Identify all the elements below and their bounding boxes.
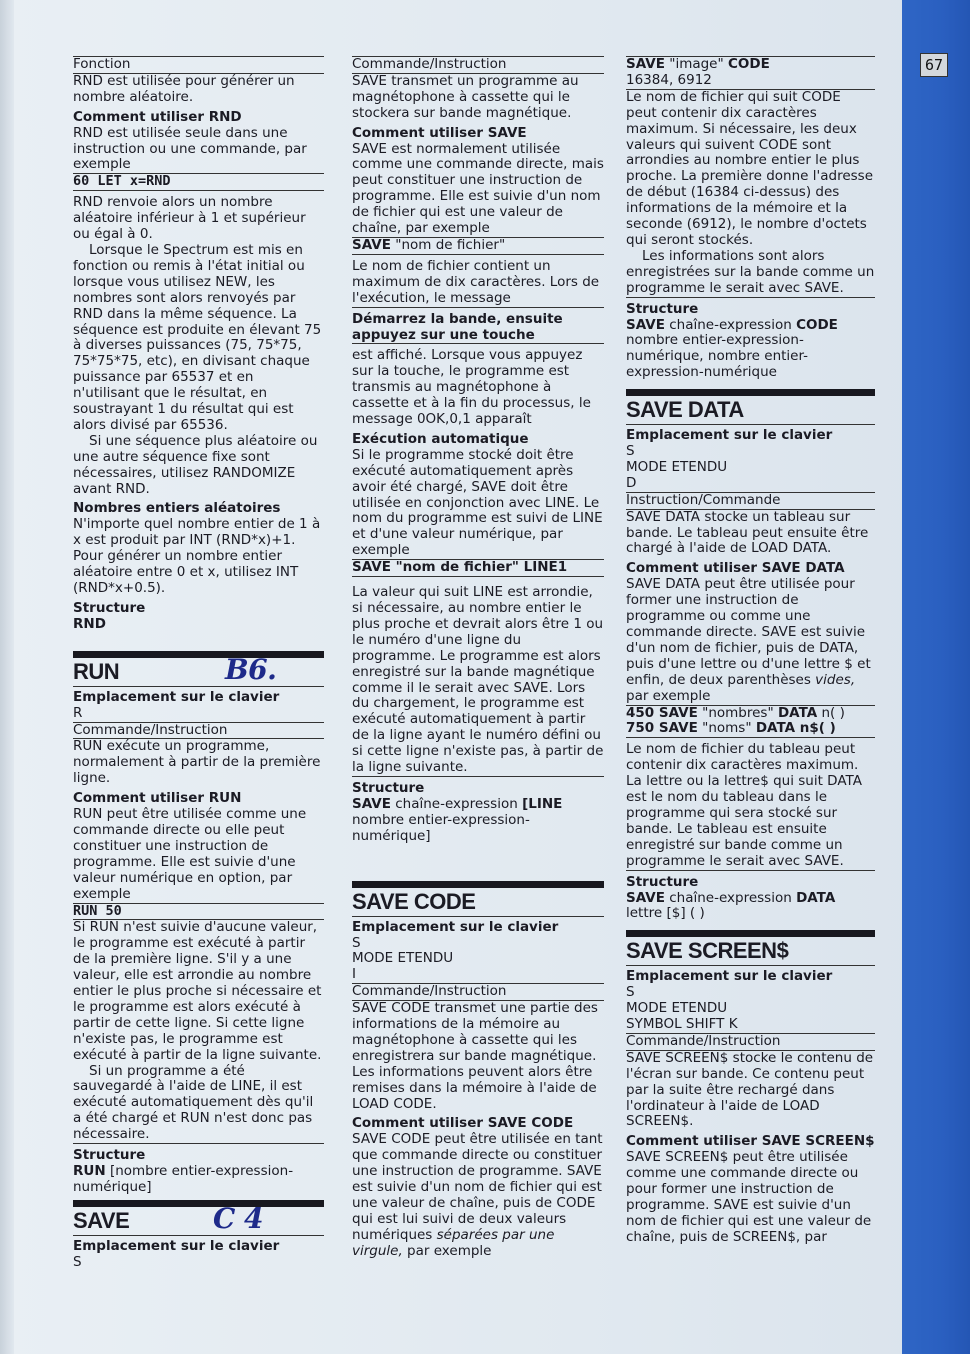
save-title-text: SAVE	[73, 1207, 130, 1233]
heading-random-integers: Nombres entiers aléatoires	[73, 500, 281, 517]
heading-comment-rnd: Comment utiliser RND	[73, 108, 242, 125]
save-data-key-3: D	[626, 474, 637, 491]
comment-save-text: SAVE est normalement utilisée comme une commande directe, mais peut constituer une instruction de programme. Elle est suivie d'un nom de fichier qui est une valeur de chaîne, par exemple	[352, 140, 604, 237]
heading-structure-save-data: Structure	[626, 873, 699, 890]
structure-run-value	[73, 1164, 324, 1196]
save-code-description: SAVE CODE transmet une partie des informations de la mémoire au magnétophone à cassette qui les enregistrera sur bande magnétique. Les informations peuvent alors être remises dans la mémoire à l'aide de LOAD CODE.	[352, 1000, 598, 1112]
heading-comment-run: Comment utiliser RUN	[73, 790, 242, 807]
code-450-number: 450	[626, 704, 659, 721]
section-title-run	[73, 652, 324, 687]
section-rule-save-data	[626, 389, 875, 396]
code-image-name: "image"	[664, 56, 728, 72]
data-filename-text: Le nom de fichier du tableau peut contenir dix caractères maximum. La lettre ou la lettre$ qui suit DATA est le nom du tableau dans le programme qui sera stocké sur bande. Le tableau est ensuite enregistré sur bande comme un programme le serait avec SAVE.	[626, 742, 875, 870]
save-screens-description: SAVE SCREEN$ stocke le contenu de l'écran sur bande. Ce contenu peut par la suite être rechargé dans l'ordinateur à l'aide de LOAD SCREEN$.	[626, 1049, 874, 1130]
save-code-key-3: I	[352, 966, 356, 983]
code-750-array: n$( )	[795, 720, 836, 737]
structure-save-data-kw2: DATA	[796, 889, 836, 906]
comment-save-data-main: SAVE DATA peut être utilisée pour former une instruction de programme ou comme une commande directe. SAVE est suivie d'un nom de fichier, puis de DATA, puis d'une lettre ou d'une lettre $ et enfin, de deux parenthèses	[626, 576, 871, 688]
page-number: 67	[920, 53, 948, 77]
column-3	[626, 56, 875, 1246]
filename-text: Le nom de fichier contient un maximum de dix caractères. Lors de l'exécution, le message	[352, 259, 604, 308]
structure-run-args: [nombre entier-expression-numérique]	[73, 1163, 294, 1195]
comment-save-screens-text: SAVE SCREEN$ peut être utilisée comme une commande directe ou pour former une instruction de programme. SAVE est suivie d'un nom de fichier qui est une valeur de chaîne, puis de SCREEN$, par	[626, 1149, 872, 1245]
run-key-value: R	[73, 704, 83, 721]
handwritten-note-run: B6.	[225, 652, 277, 686]
code-save-keyword: SAVE	[352, 236, 391, 253]
comment-save-data-end: par exemple	[626, 687, 711, 704]
structure-save-value	[352, 797, 604, 813]
caption-instr-cmd-save-data: Instruction/Commande	[626, 492, 875, 510]
comment-save-code-main: SAVE CODE peut être utilisée en tant que commande directe ou constituer une instruction de programme. SAVE est suivie d'un nom de fichier qui est une valeur de chaîne, puis de CODE qui est lui suivi de deux valeurs numériques	[352, 1131, 603, 1243]
save-screens-key-3: SYMBOL SHIFT K	[626, 1016, 738, 1033]
fonction-text: RND est utilisée pour générer un nombre aléatoire.	[73, 72, 295, 105]
save-data-key-1: S	[626, 443, 635, 460]
displayed-text: est affiché. Lorsque vous appuyez sur la touche, le programme est transmis au magnétophone à cassette et à la fin du processus, le message 0OK,0,1 apparaît	[352, 347, 591, 428]
code-image-keyword: SAVE	[626, 56, 665, 72]
heading-structure-run: Structure	[73, 1147, 146, 1164]
structure-save-code-value	[626, 318, 875, 334]
section-title-save-screens: SAVE SCREEN$	[626, 937, 875, 966]
structure-save-data-mid: chaîne-expression	[664, 889, 797, 906]
save-key-value: S	[73, 1253, 82, 1270]
save-screens-key-1: S	[626, 984, 635, 1001]
column-1	[73, 56, 324, 1271]
code-line-keyword: SAVE	[352, 559, 391, 576]
heading-comment-save-data: Comment utiliser SAVE DATA	[626, 560, 845, 577]
structure-save-line-kw: [LINE	[522, 795, 563, 812]
section-rule-save-screens	[626, 930, 875, 937]
caption-fonction: Fonction	[73, 56, 324, 74]
code-image-numbers: 16384, 6912	[626, 73, 875, 90]
caption-cmd-instr-save-screens: Commande/Instruction	[626, 1033, 875, 1051]
code-450-keyword: SAVE	[658, 704, 698, 721]
section-title-save	[73, 1201, 324, 1236]
code-750-data-kw: DATA	[755, 720, 796, 737]
structure-save-data-value	[626, 891, 875, 907]
save-screens-key-2: MODE ETENDU	[626, 1000, 728, 1017]
structure-save-code-kw2: CODE	[796, 316, 838, 333]
caption-cmd-instr-run: Commande/Instruction	[73, 722, 324, 740]
structure-save-args: nombre entier-expression-numérique]	[352, 811, 530, 844]
message-start-tape: Démarrez la bande, ensuite appuyez sur une touche	[352, 312, 604, 345]
code-example-save-image	[626, 56, 875, 73]
comment-save-data-italic: vides,	[815, 671, 856, 688]
save-code-key-2: MODE ETENDU	[352, 950, 454, 967]
run-title-text: RUN	[73, 658, 120, 684]
auto-exec-text: Si le programme stocké doit être exécuté automatiquement après avoir été chargé, SAVE doit être utilisée en conjonction avec LINE. Le nom du programme est suivi de LINE et d'une valeur numérique, par exemple	[352, 446, 603, 559]
line-details-text: La valeur qui suit LINE est arrondie, si nécessaire, au nombre entier le plus proche et devrait alors être 1 ou le numéro d'une ligne du programme. Le programme est alors enregistré sur la bande magnétique comme il le serait avec SAVE. Lors du chargement, le programme est exécuté automatiquement à partir de la ligne ayant le numéro défini ou si cette ligne n'existe pas, à partir de la ligne suivante.	[352, 584, 604, 776]
section-rule-save	[73, 1200, 324, 1207]
code-450-data-kw: DATA	[777, 704, 818, 721]
code-450-name: "nombres"	[697, 704, 778, 721]
handwritten-note-save: C 4	[213, 1201, 264, 1235]
section-title-save-data: SAVE DATA	[626, 396, 875, 425]
heading-key-location-save-code: Emplacement sur le clavier	[352, 918, 559, 935]
random-integers-text: N'importe quel nombre entier de 1 à x est produit par INT (RND*x)+1. Pour générer un nombre entier aléatoire entre 0 et x, utilisez INT (RND*x+0.5).	[73, 516, 321, 596]
spectrum-paragraph: Lorsque le Spectrum est mis en fonction ou remis à l'état initial ou lorsque vous utilisez NEW, les nombres sont alors renvoyés par RND dans la même séquence. La séquence est produite en élevant 75 à diverses puissances (75, 75*75, 75*75*75, etc), en divisant chaque puissance par 65537 et en n'utilisant que le résultat, en soustrayant 1 du résultat qui est alors divisé par 65536.	[73, 241, 322, 433]
structure-save-code-mid: chaîne-expression	[664, 316, 797, 333]
heading-comment-save-screens: Comment utiliser SAVE SCREEN$	[626, 1133, 875, 1150]
code-750-keyword: SAVE	[658, 720, 698, 737]
comment-save-code-text	[352, 1132, 604, 1259]
code-example-save	[352, 237, 604, 255]
save-data-key-2: MODE ETENDU	[626, 458, 728, 475]
code-example-let: 60 LET x=RND	[73, 173, 324, 191]
rnd-returns-text: RND renvoie alors un nombre aléatoire inférieur à 1 et supérieur ou égal à 0.	[73, 194, 306, 243]
heading-structure-save: Structure	[352, 779, 425, 796]
code-image-code-kw: CODE	[728, 56, 770, 72]
comment-save-code-italic: séparées par une virgule,	[352, 1226, 555, 1259]
column-2	[352, 56, 604, 1260]
comment-save-data-text	[626, 577, 875, 704]
run-line-text: Si un programme a été sauvegardé à l'aide de LINE, il est exécuté automatiquement dès qu'il a été chargé et RUN n'est donc pas nécessaire.	[73, 1064, 324, 1145]
code-example-save-line	[352, 559, 604, 577]
code-example-run: RUN 50	[73, 903, 324, 921]
caption-cmd-instr-save-code: Commande/Instruction	[352, 983, 604, 1001]
save-data-description: SAVE DATA stocke un tableau sur bande. Le tableau peut ensuite être chargé à l'aide de LOAD DATA.	[626, 508, 869, 557]
structure-rnd-value: RND	[73, 615, 106, 632]
run-details-text: Si RUN n'est suivie d'aucune valeur, le programme est exécuté à partir de la première ligne. S'il y a une valeur, elle est arrondie au nombre entier le plus proche si nécessaire et le programme est alors exécuté à partir de cette ligne. Si cette ligne n'existe pas, le programme est exécuté à partir de la ligne suivante.	[73, 919, 322, 1063]
image-description: Le nom de fichier qui suit CODE peut contenir dix caractères maximum. Si nécessaire, les deux valeurs qui suivent CODE sont arrondies au nombre entier le plus proche. La première donne l'adresse de début (16384 ci-dessus) des informations de la mémoire et la seconde (6912), le nombre d'octets qui seront stockés.	[626, 88, 873, 248]
code-save-arg: "nom de fichier"	[390, 236, 506, 253]
comment-rnd-text: RND est utilisée seule dans une instruction ou une commande, par exemple	[73, 124, 307, 173]
save-code-key-1: S	[352, 934, 361, 951]
section-rule-run	[73, 651, 324, 658]
page-edge-color-strip	[902, 0, 970, 1354]
code-example-450	[626, 705, 875, 722]
section-title-save-code: SAVE CODE	[352, 888, 604, 917]
caption-cmd-instr-save: Commande/Instruction	[352, 56, 604, 74]
comment-run-text: RUN peut être utilisée comme une commande directe ou elle peut constituer une instruction de programme. Elle est suivie d'une valeur numérique en option, par exemple	[73, 806, 307, 902]
code-example-750	[626, 721, 875, 738]
code-750-number: 750	[626, 720, 659, 737]
structure-save-code-keyword: SAVE	[626, 316, 665, 333]
structure-save-data-keyword: SAVE	[626, 889, 665, 906]
structure-save-mid: chaîne-expression	[390, 795, 523, 812]
heading-key-location-save: Emplacement sur le clavier	[73, 1237, 280, 1254]
heading-comment-save-code: Comment utiliser SAVE CODE	[352, 1115, 574, 1132]
heading-key-location-save-data: Emplacement sur le clavier	[626, 427, 833, 444]
section-rule-save-code	[352, 881, 604, 888]
heading-comment-save: Comment utiliser SAVE	[352, 124, 527, 141]
heading-auto-exec: Exécution automatique	[352, 430, 529, 447]
page-binding-shadow	[0, 0, 14, 1354]
structure-save-data-args: lettre [$] ( )	[626, 905, 705, 922]
heading-structure-rnd: Structure	[73, 599, 146, 616]
code-450-array: n( )	[817, 704, 845, 721]
code-750-name: "noms"	[697, 720, 756, 737]
save-description: SAVE transmet un programme au magnétophone à cassette qui le stockera sur bande magnétique.	[352, 72, 579, 121]
heading-key-location-save-screens: Emplacement sur le clavier	[626, 968, 833, 985]
run-description: RUN exécute un programme, normalement à partir de la première ligne.	[73, 738, 321, 787]
structure-save-code-args: nombre entier-expression-numérique, nombre entier-expression-numérique	[626, 332, 809, 381]
comment-save-code-end: par exemple	[402, 1242, 492, 1259]
code-line-arg: "nom de fichier" LINE1	[390, 559, 568, 576]
heading-structure-save-code: Structure	[626, 300, 699, 317]
structure-run-keyword: RUN	[73, 1163, 106, 1179]
structure-save-keyword: SAVE	[352, 795, 391, 812]
randomize-paragraph: Si une séquence plus aléatoire ou une autre séquence fixe sont nécessaires, utilisez RANDOMIZE avant RND.	[73, 432, 318, 497]
heading-key-location-run: Emplacement sur le clavier	[73, 688, 280, 705]
info-recorded-text: Les informations sont alors enregistrées sur la bande comme un programme le serait avec SAVE.	[626, 247, 875, 296]
